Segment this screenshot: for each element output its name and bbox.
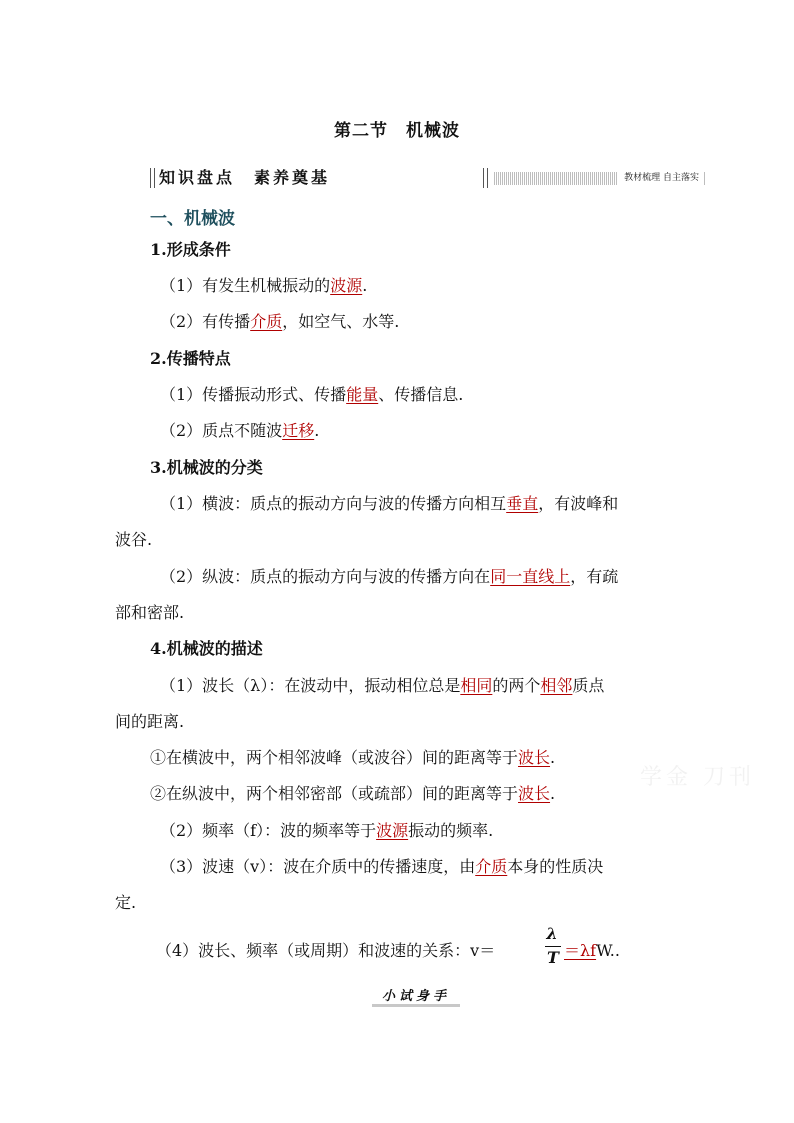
description-heading: 4.机械波的描述 xyxy=(150,639,263,658)
transverse-wave-line: （1）横波：质点的振动方向与波的传播方向相互垂直，有波峰和 xyxy=(160,494,619,513)
section-banner xyxy=(150,166,705,190)
answer-blank: 能量 xyxy=(346,385,379,404)
frequency-line: （2）频率（f）：波的频率等于波源振动的频率. xyxy=(160,821,494,840)
answer-blank: 相邻 xyxy=(540,676,573,695)
classification-heading: 3.机械波的分类 xyxy=(150,458,263,477)
section-heading: 一、机械波 xyxy=(150,209,235,229)
features-item-2: （2）质点不随波迁移. xyxy=(160,421,320,440)
wavelength-sub-2: ②在纵波中，两个相邻密部（或疏部）间的距离等于波长. xyxy=(150,784,556,803)
speed-line: （3）波速（v）：波在介质中的传播速度，由介质本身的性质决 xyxy=(160,857,604,876)
wavelength-wrap: 间的距离. xyxy=(115,712,185,731)
formation-heading: 1.形成条件 xyxy=(150,240,231,259)
answer-blank: 迁移 xyxy=(282,421,315,440)
answer-blank: ＝λf xyxy=(564,941,597,960)
longitudinal-wave-line: （2）纵波：质点的振动方向与波的传播方向在同一直线上，有疏 xyxy=(160,567,619,586)
banner-left-divider xyxy=(150,168,155,188)
wavelength-line: （1）波长（λ）：在波动中，振动相位总是相同的两个相邻质点 xyxy=(160,676,605,695)
answer-blank: 垂直 xyxy=(506,494,539,513)
answer-blank: 同一直线上 xyxy=(490,567,571,586)
relation-text: （4）波长、频率（或周期）和波速的关系：v＝ xyxy=(156,941,496,960)
fraction-denominator: T xyxy=(547,948,559,967)
fraction-numerator: λ xyxy=(546,924,558,943)
formation-item-1: （1）有发生机械振动的波源. xyxy=(160,276,368,295)
banner-right-divider xyxy=(483,168,488,188)
answer-blank: 介质 xyxy=(250,312,283,331)
banner-tag: 教材梳理 自主落实 xyxy=(618,172,703,185)
longitudinal-wave-wrap: 部和密部. xyxy=(115,603,185,622)
footer-section-label: 小试身手 xyxy=(381,989,450,1004)
relation-result: ＝λfW.. xyxy=(564,941,620,960)
features-item-1: （1）传播振动形式、传播能量、传播信息. xyxy=(160,385,464,404)
features-heading: 2.传播特点 xyxy=(150,349,231,368)
wave-relation-line xyxy=(156,924,620,967)
watermark: 学金 刀刊 xyxy=(640,765,755,790)
speed-wrap: 定. xyxy=(115,893,137,912)
wavelength-sub-1: ①在横波中，两个相邻波峰（或波谷）间的距离等于波长. xyxy=(150,748,556,767)
page-title: 第二节 机械波 xyxy=(334,121,460,141)
fraction-bar xyxy=(545,946,561,947)
banner-label: 知识盘点 素养奠基 xyxy=(159,168,331,187)
transverse-wave-wrap: 波谷. xyxy=(115,530,153,549)
footer-rule xyxy=(372,1004,460,1007)
answer-blank: 介质 xyxy=(475,857,508,876)
answer-blank: 波长 xyxy=(518,748,551,767)
answer-blank: 波源 xyxy=(376,821,409,840)
answer-blank: 波长 xyxy=(518,784,551,803)
answer-blank: 波源 xyxy=(330,276,363,295)
answer-blank: 相同 xyxy=(460,676,493,695)
formation-item-2: （2）有传播介质，如空气、水等. xyxy=(160,312,400,331)
